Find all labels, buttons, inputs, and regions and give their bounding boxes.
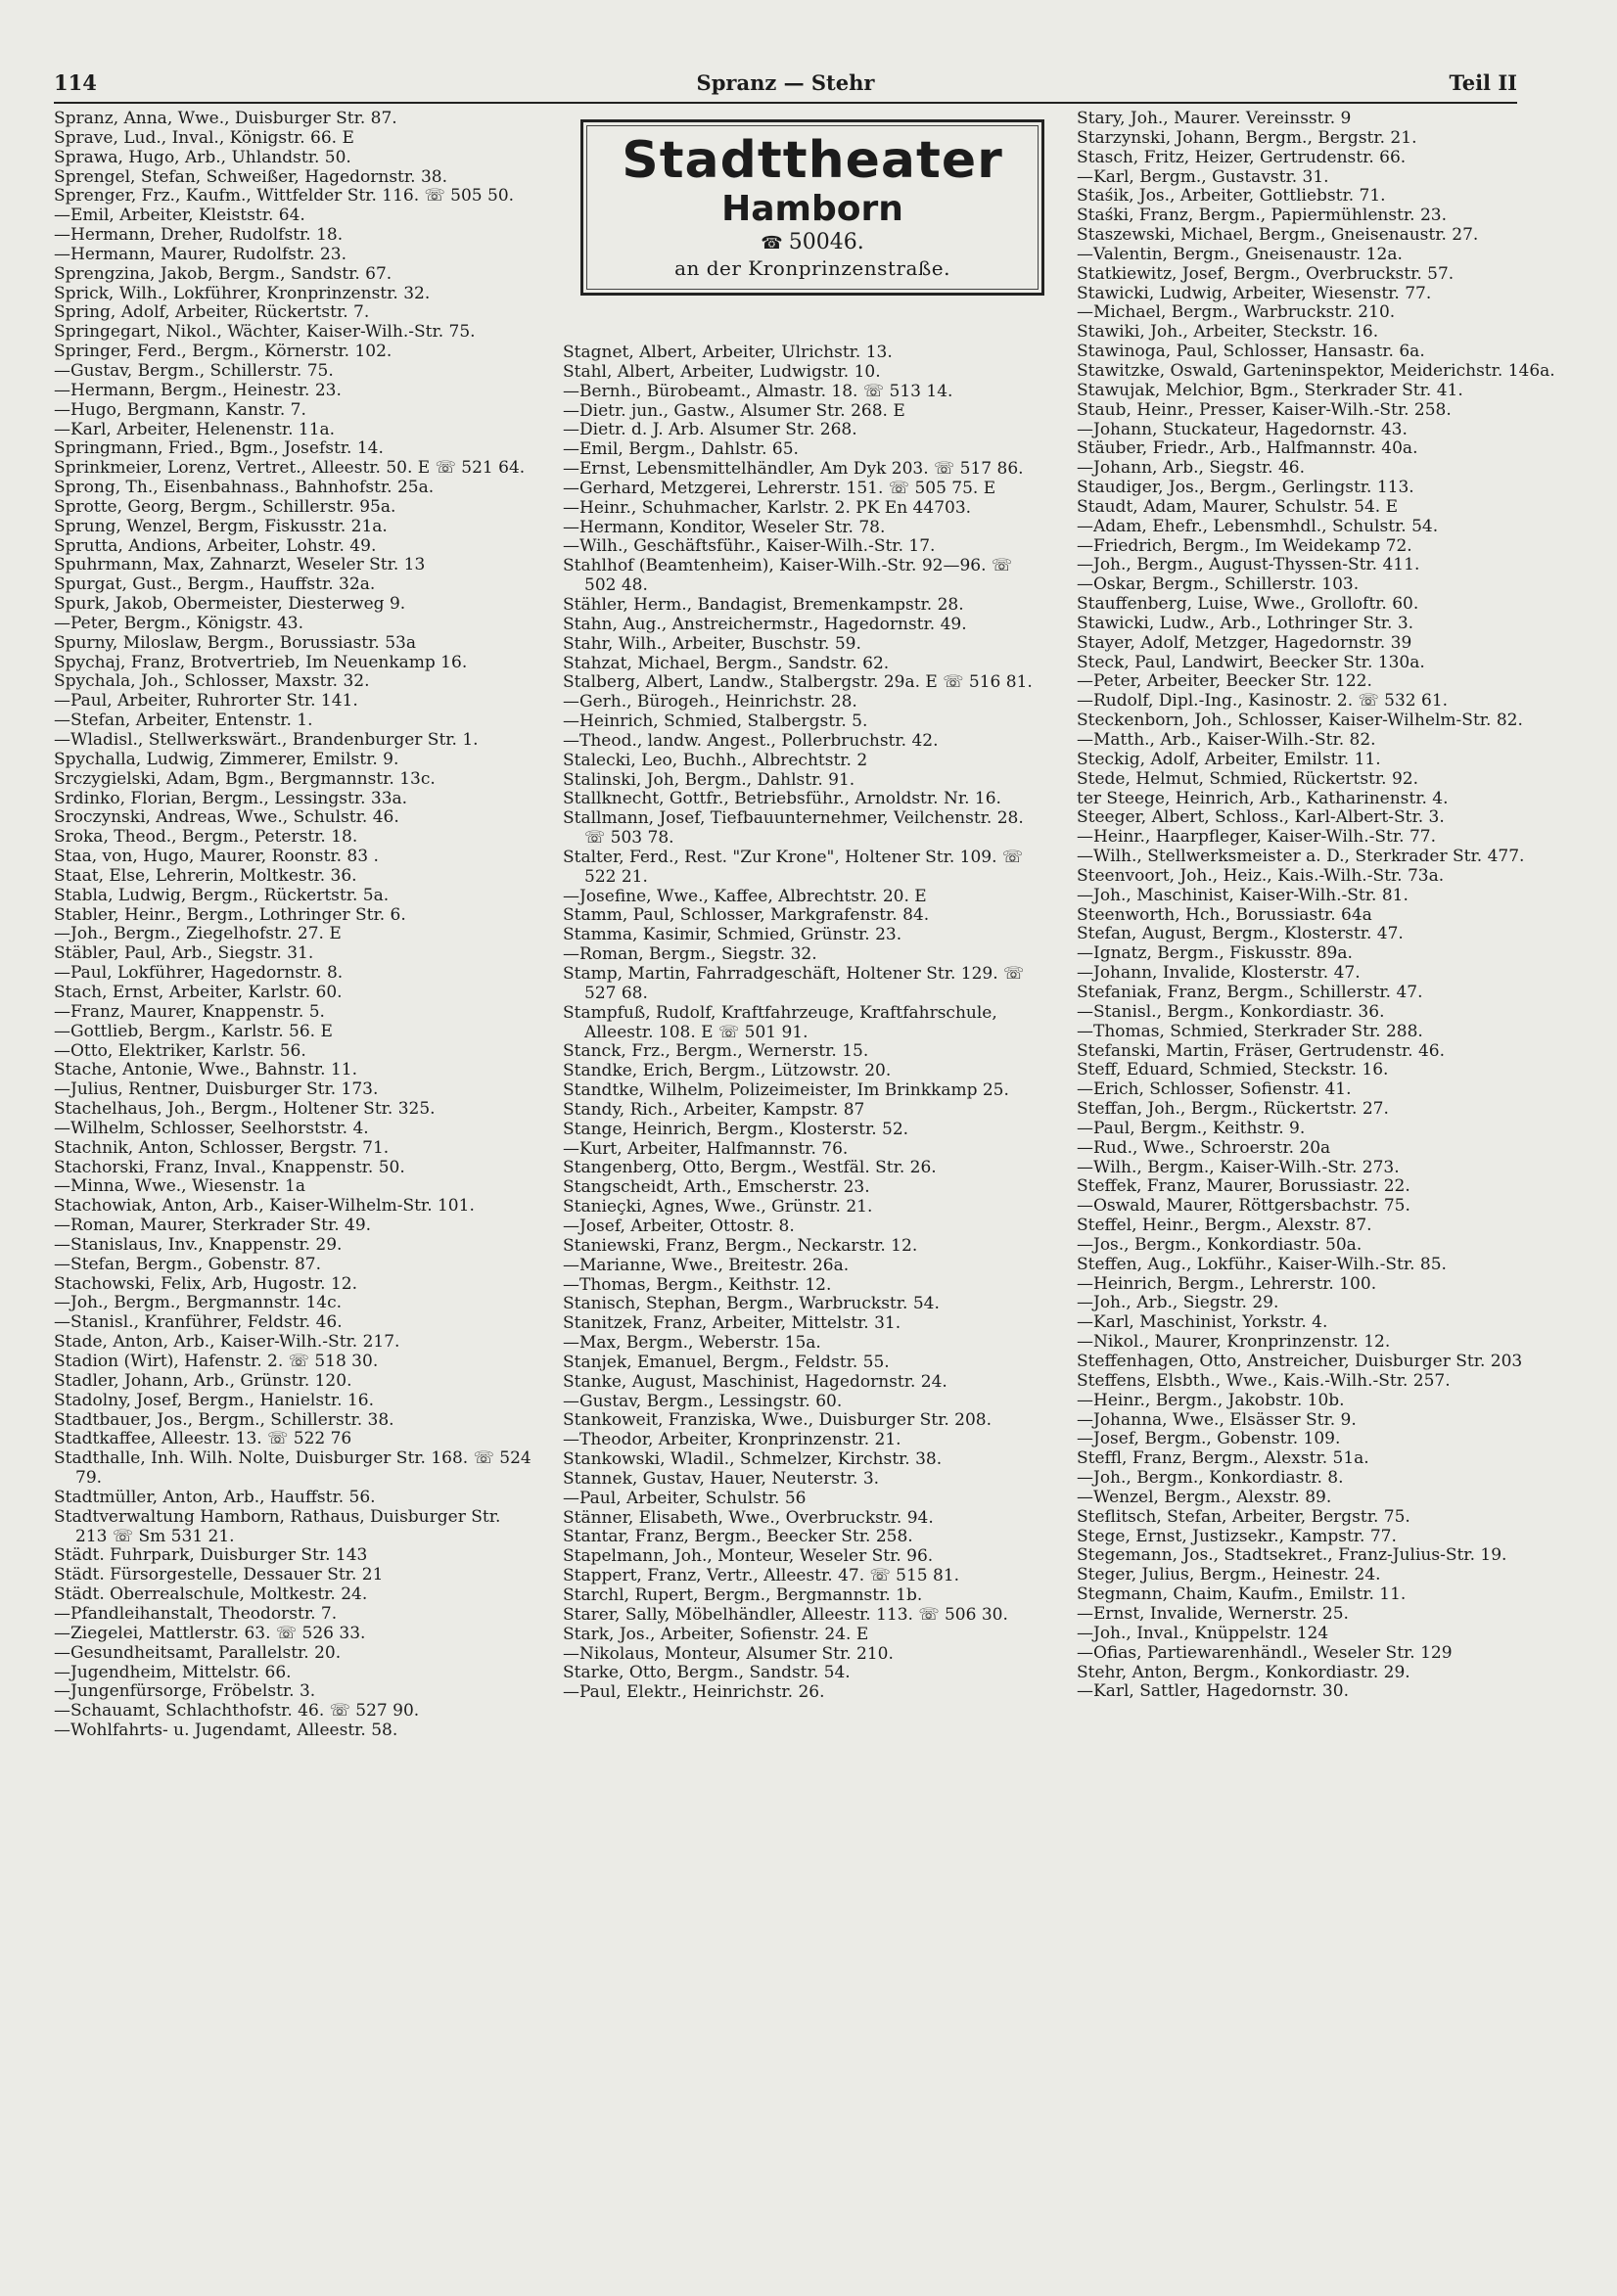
directory-entry: —Karl, Sattler, Hagedornstr. 30.: [1077, 1681, 1349, 1702]
directory-entry: Staudiger, Jos., Bergm., Gerlingstr. 113.: [1077, 478, 1414, 498]
directory-entry: —Franz, Maurer, Knappenstr. 5.: [54, 1001, 325, 1022]
directory-entry: Spychaj, Franz, Brotvertrieb, Im Neuenkamp 16.: [54, 652, 468, 672]
directory-entry: Steffen, Aug., Lokführ., Kaiser-Wilh.-Str. 85.: [1077, 1254, 1447, 1274]
directory-entry: Sprengzina, Jakob, Bergm., Sandstr. 67.: [54, 263, 393, 284]
ad-city: Hamborn: [721, 189, 903, 229]
directory-entry: Spurk, Jakob, Obermeister, Diesterweg 9.: [54, 594, 406, 615]
directory-entry: Stauffenberg, Luise, Wwe., Grolloftr. 60.: [1077, 594, 1419, 615]
directory-entry: Stankoweit, Franziska, Wwe., Duisburger Str. 208.: [563, 1410, 993, 1431]
directory-entry: Stapelmann, Joh., Monteur, Weseler Str. 96.: [563, 1546, 934, 1567]
directory-entry: Stade, Anton, Arb., Kaiser-Wilh.-Str. 217.: [54, 1332, 400, 1353]
directory-entry: Steffan, Joh., Bergm., Rückertstr. 27.: [1077, 1099, 1389, 1120]
directory-entry: Standtke, Wilhelm, Polizeimeister, Im Brinkkamp 25.: [563, 1080, 1009, 1101]
directory-entry: —Theod., landw. Angest., Pollerbruchstr. 42.: [563, 730, 939, 751]
directory-entry: Stede, Helmut, Schmied, Rückertstr. 92.: [1077, 768, 1418, 789]
directory-entry: Sprutta, Andions, Arbeiter, Lohstr. 49.: [54, 535, 377, 556]
directory-entry: —Jugendheim, Mittelstr. 66.: [54, 1662, 292, 1682]
directory-entry: —Paul, Bergm., Keithstr. 9.: [1077, 1118, 1306, 1138]
directory-entry: —Heinr., Schuhmacher, Karlstr. 2. PK En 44703.: [563, 497, 972, 518]
directory-entry: Stadtmüller, Anton, Arb., Hauffstr. 56.: [54, 1487, 376, 1507]
directory-entry: —Heinr., Bergm., Jakobstr. 10b.: [1077, 1390, 1345, 1410]
directory-entry: Stampfuß, Rudolf, Kraftfahrzeuge, Kraftfahrschule, Alleestr. 108. E ☏ 501 91.: [563, 1002, 997, 1042]
directory-entry: Steflitsch, Stefan, Arbeiter, Bergstr. 75.: [1077, 1506, 1410, 1527]
directory-entry: Stalberg, Albert, Landw., Stalbergstr. 29a. E ☏ 516 81.: [563, 672, 1033, 693]
directory-entry: —Ziegelei, Mattlerstr. 63. ☏ 526 33.: [54, 1623, 366, 1643]
directory-entry: —Roman, Bergm., Siegstr. 32.: [563, 944, 817, 965]
directory-entry: Stachnik, Anton, Schlosser, Bergstr. 71.: [54, 1137, 390, 1158]
directory-entry: Steffenhagen, Otto, Anstreicher, Duisburger Str. 203: [1077, 1352, 1523, 1371]
directory-entry: Stawinoga, Paul, Schlosser, Hansastr. 6a.: [1077, 342, 1425, 362]
directory-entry: Stawiki, Joh., Arbeiter, Steckstr. 16.: [1077, 322, 1379, 343]
directory-entry: Stegemann, Jos., Stadtsekret., Franz-Julius-Str. 19.: [1077, 1545, 1507, 1566]
directory-entry: Steffek, Franz, Maurer, Borussiastr. 22.: [1077, 1176, 1410, 1197]
directory-entry: —Otto, Elektriker, Karlstr. 56.: [54, 1040, 306, 1061]
directory-entry: Stach, Ernst, Arbeiter, Karlstr. 60.: [54, 982, 343, 1002]
directory-entry: Spychalla, Ludwig, Zimmerer, Emilstr. 9.: [54, 749, 399, 769]
directory-entry: ter Steege, Heinrich, Arb., Katharinenstr. 4.: [1077, 788, 1449, 808]
directory-entry: Starzynski, Johann, Bergm., Bergstr. 21.: [1077, 127, 1417, 148]
directory-entry: —Paul, Arbeiter, Ruhrorter Str. 141.: [54, 691, 358, 712]
directory-entry: Staat, Else, Lehrerin, Moltkestr. 36.: [54, 865, 357, 886]
directory-entry: —Nikolaus, Monteur, Alsumer Str. 210.: [563, 1643, 894, 1664]
directory-entry: Stamp, Martin, Fahrradgeschäft, Holtener Str. 129. ☏ 527 68.: [563, 964, 1025, 1003]
directory-entry: —Kurt, Arbeiter, Halfmannstr. 76.: [563, 1138, 849, 1159]
directory-entry: Spring, Adolf, Arbeiter, Rückertstr. 7.: [54, 302, 370, 323]
directory-entry: Stary, Joh., Maurer. Vereinsstr. 9: [1077, 109, 1352, 128]
directory-entry: —Joh., Bergm., Bergmannstr. 14c.: [54, 1293, 342, 1313]
directory-entry: —Joh., Maschinist, Kaiser-Wilh.-Str. 81.: [1077, 885, 1409, 905]
directory-entry: —Max, Bergm., Weberstr. 15a.: [563, 1333, 821, 1354]
directory-entry: —Wilh., Geschäftsführ., Kaiser-Wilh.-Str. 17.: [563, 536, 936, 557]
directory-entry: Springegart, Nikol., Wächter, Kaiser-Wilh.-Str. 75.: [54, 322, 476, 343]
directory-entry: Stege, Ernst, Justizsekr., Kampstr. 77.: [1077, 1526, 1397, 1546]
directory-entry: Stalecki, Leo, Buchh., Albrechtstr. 2: [563, 750, 868, 770]
directory-entry: —Wilh., Stellwerksmeister a. D., Sterkrader Str. 477.: [1077, 847, 1525, 867]
directory-entry: Sprotte, Georg, Bergm., Schillerstr. 95a.: [54, 496, 396, 517]
directory-entry: —Emil, Arbeiter, Kleiststr. 64.: [54, 206, 305, 226]
directory-entry: Stadthalle, Inh. Wilh. Nolte, Duisburger Str. 168. ☏ 524 79.: [54, 1448, 531, 1489]
directory-entry: Stallknecht, Gottfr., Betriebsführ., Arnoldstr. Nr. 16.: [563, 789, 1001, 809]
directory-entry: —Wenzel, Bergm., Alexstr. 89.: [1077, 1487, 1332, 1507]
directory-entry: —Michael, Bergm., Warbruckstr. 210.: [1077, 302, 1396, 323]
directory-entry: Städt. Fuhrpark, Duisburger Str. 143: [54, 1545, 368, 1566]
directory-entry: —Heinrich, Bergm., Lehrerstr. 100.: [1077, 1273, 1377, 1294]
ad-phone-number: 50046.: [788, 230, 864, 254]
directory-entry: Spychala, Joh., Schlosser, Maxstr. 32.: [54, 671, 370, 692]
directory-entry: Steckenborn, Joh., Schlosser, Kaiser-Wilhelm-Str. 82.: [1077, 711, 1523, 731]
directory-entry: —Ernst, Invalide, Wernerstr. 25.: [1077, 1603, 1349, 1624]
directory-entry: Srczygielski, Adam, Bgm., Bergmannstr. 13c.: [54, 768, 436, 789]
directory-entry: Stachorski, Franz, Inval., Knappenstr. 50.: [54, 1157, 405, 1177]
directory-entry: —Josef, Arbeiter, Ottostr. 8.: [563, 1216, 795, 1236]
directory-entry: Stachowski, Felix, Arb, Hugostr. 12.: [54, 1273, 357, 1294]
directory-entry: —Adam, Ehefr., Lebensmhdl., Schulstr. 54.: [1077, 516, 1439, 536]
directory-entry: Stayer, Adolf, Metzger, Hagedornstr. 39: [1077, 632, 1412, 653]
directory-entry: Sprong, Th., Eisenbahnass., Bahnhofstr. 25a.: [54, 478, 435, 498]
directory-entry: Stehr, Anton, Bergm., Konkordiastr. 29.: [1077, 1662, 1410, 1682]
directory-entry: —Gerhard, Metzgerei, Lehrerstr. 151. ☏ 505 75. E: [563, 478, 996, 498]
directory-entry: Stappert, Franz, Vertr., Alleestr. 47. ☏ 515 81.: [563, 1566, 960, 1586]
directory-entry: Stahl, Albert, Arbeiter, Ludwigstr. 10.: [563, 361, 881, 382]
directory-entry: Springmann, Fried., Bgm., Josefstr. 14.: [54, 438, 384, 459]
directory-entry: Stanisch, Stephan, Bergm., Warbruckstr. 54.: [563, 1294, 940, 1314]
directory-entry: —Pfandleihanstalt, Theodorstr. 7.: [54, 1603, 338, 1624]
directory-entry: —Oskar, Bergm., Schillerstr. 103.: [1077, 574, 1360, 595]
directory-entry: —Paul, Arbeiter, Schulstr. 56: [563, 1488, 807, 1508]
directory-entry: Stanjek, Emanuel, Bergm., Feldstr. 55.: [563, 1352, 890, 1372]
directory-entry: —Theodor, Arbeiter, Kronprinzenstr. 21.: [563, 1430, 901, 1450]
directory-entry: —Thomas, Schmied, Sterkrader Str. 288.: [1077, 1021, 1423, 1041]
directory-entry: —Johann, Arb., Siegstr. 46.: [1077, 458, 1306, 479]
directory-entry: Stahzat, Michael, Bergm., Sandstr. 62.: [563, 653, 890, 673]
directory-entry: —Johanna, Wwe., Elsässer Str. 9.: [1077, 1409, 1357, 1430]
ad-address: an der Kronprinzenstraße.: [674, 256, 950, 280]
directory-column-2: [563, 344, 1042, 1703]
directory-entry: Staniewski, Franz, Bergm., Neckarstr. 12.: [563, 1235, 918, 1256]
directory-entry: Stalter, Ferd., Rest. "Zur Krone", Holtener Str. 109. ☏ 522 21.: [563, 847, 1024, 887]
directory-entry: Stanke, August, Maschinist, Hagedornstr. 24.: [563, 1371, 947, 1392]
directory-entry: Starer, Sally, Möbelhändler, Alleestr. 113. ☏ 506 30.: [563, 1604, 1008, 1625]
directory-entry: Stadolny, Josef, Bergm., Hanielstr. 16.: [54, 1390, 374, 1410]
directory-entry: Städt. Oberrealschule, Moltkestr. 24.: [54, 1584, 368, 1605]
directory-entry: —Karl, Maschinist, Yorkstr. 4.: [1077, 1312, 1328, 1333]
directory-entry: Stänner, Elisabeth, Wwe., Overbruckstr. 94.: [563, 1507, 934, 1528]
directory-entry: —Paul, Lokführer, Hagedornstr. 8.: [54, 963, 344, 984]
directory-entry: —Rudolf, Dipl.-Ing., Kasinostr. 2. ☏ 532 61.: [1077, 691, 1449, 712]
directory-entry: —Nikol., Maurer, Kronprinzenstr. 12.: [1077, 1332, 1391, 1353]
directory-entry: Sprave, Lud., Inval., Königstr. 66. E: [54, 127, 354, 148]
directory-entry: —Gerh., Bürogeh., Heinrichstr. 28.: [563, 692, 857, 712]
directory-entry: Steenvoort, Joh., Heiz., Kais.-Wilh.-Str. 73a.: [1077, 865, 1445, 886]
directory-entry: Srdinko, Florian, Bergm., Lessingstr. 33a.: [54, 788, 408, 808]
ad-theater-name: Stadttheater: [622, 131, 1003, 190]
directory-entry: Stache, Antonie, Wwe., Bahnstr. 11.: [54, 1060, 357, 1080]
directory-entry: Staudt, Adam, Maurer, Schulstr. 54. E: [1077, 496, 1399, 517]
directory-entry: Stangscheidt, Arth., Emscherstr. 23.: [563, 1177, 870, 1198]
directory-entry: —Hermann, Konditor, Weseler Str. 78.: [563, 517, 886, 537]
directory-entry: Stähler, Herm., Bandagist, Bremenkampstr. 28.: [563, 594, 964, 615]
directory-entry: —Dietr. d. J. Arb. Alsumer Str. 268.: [563, 420, 857, 440]
directory-entry: Sprengel, Stefan, Schweißer, Hagedornstr. 38.: [54, 166, 447, 187]
directory-entry: —Heinrich, Schmied, Stalbergstr. 5.: [563, 712, 868, 732]
directory-entry: Staśik, Jos., Arbeiter, Gottliebstr. 71.: [1077, 186, 1386, 207]
directory-entry: Staśki, Franz, Bergm., Papiermühlenstr. 23.: [1077, 206, 1447, 226]
directory-entry: Stäbler, Paul, Arb., Siegstr. 31.: [54, 943, 314, 964]
directory-entry: Staszewski, Michael, Bergm., Gneisenaustr. 27.: [1077, 225, 1479, 246]
directory-entry: Spurgat, Gust., Bergm., Hauffstr. 32a.: [54, 574, 376, 595]
directory-entry: Stangenberg, Otto, Bergm., Westfäl. Str. 26.: [563, 1158, 937, 1178]
directory-entry: Stefaniak, Franz, Bergm., Schillerstr. 47.: [1077, 982, 1423, 1002]
directory-entry: Stannek, Gustav, Hauer, Neuterstr. 3.: [563, 1468, 880, 1489]
directory-entry: —Hermann, Maurer, Rudolfstr. 23.: [54, 244, 346, 264]
directory-entry: —Josefine, Wwe., Kaffee, Albrechtstr. 20. E: [563, 886, 927, 906]
directory-entry: Starke, Otto, Bergm., Sandstr. 54.: [563, 1663, 851, 1683]
directory-entry: Sroczynski, Andreas, Wwe., Schulstr. 46.: [54, 807, 399, 828]
directory-entry: Staa, von, Hugo, Maurer, Roonstr. 83 .: [54, 847, 379, 867]
directory-entry: Stabler, Heinr., Bergm., Lothringer Str. 6.: [54, 904, 406, 925]
directory-entry: —Jos., Bergm., Konkordiastr. 50a.: [1077, 1234, 1363, 1255]
directory-entry: Sprenger, Frz., Kaufm., Wittfelder Str. 116. ☏ 505 50.: [54, 186, 515, 207]
directory-entry: Stankowski, Wladil., Schmelzer, Kirchstr. 38.: [563, 1449, 943, 1470]
directory-entry: —Stefan, Arbeiter, Entenstr. 1.: [54, 711, 313, 731]
theater-advertisement: [580, 119, 1044, 296]
directory-entry: —Johann, Invalide, Klosterstr. 47.: [1077, 963, 1361, 984]
directory-entry: —Johann, Stuckateur, Hagedornstr. 43.: [1077, 419, 1408, 439]
directory-entry: Steenworth, Hch., Borussiastr. 64a: [1077, 904, 1372, 925]
directory-column-3: [1077, 110, 1556, 1702]
directory-entry: Stegmann, Chaim, Kaufm., Emilstr. 11.: [1077, 1584, 1407, 1605]
directory-entry: —Stanislaus, Inv., Knappenstr. 29.: [54, 1234, 343, 1255]
directory-entry: Stäuber, Friedr., Arb., Halfmannstr. 40a.: [1077, 438, 1418, 459]
directory-entry: —Thomas, Bergm., Keithstr. 12.: [563, 1274, 832, 1295]
directory-entry: Sprawa, Hugo, Arb., Uhlandstr. 50.: [54, 147, 351, 167]
directory-entry: Stange, Heinrich, Bergm., Klosterstr. 52.: [563, 1119, 909, 1139]
directory-entry: Stallmann, Josef, Tiefbauunternehmer, Veilchenstr. 28. ☏ 503 78.: [563, 808, 1024, 849]
directory-entry: Steffens, Elsbth., Wwe., Kais.-Wilh.-Str. 257.: [1077, 1370, 1451, 1391]
directory-entry: —Heinr., Haarpfleger, Kaiser-Wilh.-Str. 77.: [1077, 827, 1436, 848]
directory-entry: —Roman, Maurer, Sterkrader Str. 49.: [54, 1216, 372, 1236]
directory-entry: —Erich, Schlosser, Sofienstr. 41.: [1077, 1079, 1352, 1100]
directory-entry: Standy, Rich., Arbeiter, Kampstr. 87: [563, 1099, 865, 1120]
directory-entry: Stawitzke, Oswald, Garteninspektor, Meiderichstr. 146a.: [1077, 360, 1555, 381]
directory-entry: —Wohlfahrts- u. Jugendamt, Alleestr. 58.: [54, 1721, 398, 1741]
directory-entry: —Schauamt, Schlachthofstr. 46. ☏ 527 90.: [54, 1701, 420, 1722]
directory-entry: —Joh., Bergm., Ziegelhofstr. 27. E: [54, 924, 342, 944]
directory-entry: Stadtverwaltung Hamborn, Rathaus, Duisburger Str. 213 ☏ Sm 531 21.: [54, 1506, 501, 1546]
directory-entry: Stachelhaus, Joh., Bergm., Holtener Str. 325.: [54, 1099, 436, 1120]
directory-entry: Stasch, Fritz, Heizer, Gertrudenstr. 66.: [1077, 147, 1407, 167]
ad-phone-row: [583, 230, 1041, 256]
directory-entry: —Josef, Bergm., Gobenstr. 109.: [1077, 1429, 1341, 1449]
directory-entry: Steeger, Albert, Schloss., Karl-Albert-Str. 3.: [1077, 807, 1445, 828]
directory-entry: Stamma, Kasimir, Schmied, Grünstr. 23.: [563, 925, 902, 945]
directory-entry: —Gustav, Bergm., Lessingstr. 60.: [563, 1391, 843, 1411]
directory-entry: —Stanisl., Kranführer, Feldstr. 46.: [54, 1312, 343, 1333]
directory-entry: —Joh., Bergm., Konkordiastr. 8.: [1077, 1468, 1344, 1489]
directory-entry: —Bernh., Bürobeamt., Almastr. 18. ☏ 513 14.: [563, 381, 953, 401]
directory-entry: Stanieçki, Agnes, Wwe., Grünstr. 21.: [563, 1197, 873, 1217]
directory-entry: —Wilh., Bergm., Kaiser-Wilh.-Str. 273.: [1077, 1157, 1400, 1177]
directory-entry: Steffel, Heinr., Bergm., Alexstr. 87.: [1077, 1216, 1372, 1236]
directory-entry: Steckig, Adolf, Arbeiter, Emilstr. 11.: [1077, 749, 1381, 769]
directory-entry: Stawujak, Melchior, Bgm., Sterkrader Str. 41.: [1077, 380, 1463, 400]
directory-entry: —Hermann, Bergm., Heinestr. 23.: [54, 380, 342, 400]
directory-entry: —Marianne, Wwe., Breitestr. 26a.: [563, 1255, 850, 1275]
directory-entry: Standke, Erich, Bergm., Lützowstr. 20.: [563, 1061, 892, 1081]
directory-entry: —Ignatz, Bergm., Fiskusstr. 89a.: [1077, 943, 1353, 964]
directory-entry: —Dietr. jun., Gastw., Alsumer Str. 268. E: [563, 400, 905, 421]
directory-entry: Springer, Ferd., Bergm., Körnerstr. 102.: [54, 342, 393, 362]
directory-entry: Stabla, Ludwig, Bergm., Rückertstr. 5a.: [54, 885, 390, 905]
directory-entry: —Valentin, Bergm., Gneisenaustr. 12a.: [1077, 244, 1403, 264]
directory-entry: —Joh., Inval., Knüppelstr. 124: [1077, 1623, 1329, 1643]
directory-entry: Stahlhof (Beamtenheim), Kaiser-Wilh.-Str. 92—96. ☏ 502 48.: [563, 556, 1013, 596]
directory-entry: —Jungenfürsorge, Fröbelstr. 3.: [54, 1681, 316, 1702]
directory-entry: —Gottlieb, Bergm., Karlstr. 56. E: [54, 1021, 333, 1041]
directory-entry: —Gustav, Bergm., Schillerstr. 75.: [54, 360, 334, 381]
directory-entry: —Joh., Arb., Siegstr. 29.: [1077, 1293, 1279, 1313]
directory-entry: Stark, Jos., Arbeiter, Sofienstr. 24. E: [563, 1624, 869, 1644]
directory-entry: Stadtkaffee, Alleestr. 13. ☏ 522 76: [54, 1429, 352, 1449]
page-part: Teil II: [1449, 70, 1517, 95]
directory-entry: Stadler, Johann, Arb., Grünstr. 120.: [54, 1370, 352, 1391]
directory-entry: Stefanski, Martin, Fräser, Gertrudenstr. 46.: [1077, 1040, 1446, 1061]
directory-entry: —Hermann, Dreher, Rudolfstr. 18.: [54, 225, 344, 246]
directory-entry: Stalinski, Joh, Bergm., Dahlstr. 91.: [563, 769, 855, 790]
directory-entry: Spuhrmann, Max, Zahnarzt, Weseler Str. 13: [54, 555, 426, 575]
telephone-icon: ☎: [761, 233, 783, 253]
directory-entry: Statkiewitz, Josef, Bergm., Overbruckstr. 57.: [1077, 263, 1455, 284]
directory-entry: Stefan, August, Bergm., Klosterstr. 47.: [1077, 924, 1404, 944]
directory-entry: —Julius, Rentner, Duisburger Str. 173.: [54, 1079, 379, 1100]
directory-entry: Staub, Heinr., Presser, Kaiser-Wilh.-Str. 258.: [1077, 399, 1452, 420]
page-number: 114: [54, 70, 97, 95]
directory-entry: —Ofias, Partiewarenhändl., Weseler Str. 129: [1077, 1642, 1453, 1663]
directory-entry: Stahr, Wilh., Arbeiter, Buschstr. 59.: [563, 633, 861, 654]
directory-entry: —Wilhelm, Schlosser, Seelhorststr. 4.: [54, 1118, 369, 1138]
directory-entry: Spranz, Anna, Wwe., Duisburger Str. 87.: [54, 109, 397, 128]
directory-entry: Sprung, Wenzel, Bergm, Fiskusstr. 21a.: [54, 516, 388, 536]
directory-entry: Städt. Fürsorgestelle, Dessauer Str. 21: [54, 1565, 384, 1585]
directory-entry: Steffl, Franz, Bergm., Alexstr. 51a.: [1077, 1448, 1369, 1469]
directory-column-1: [54, 110, 531, 1741]
directory-entry: —Gesundheitsamt, Parallelstr. 20.: [54, 1642, 342, 1663]
directory-entry: Spurny, Miloslaw, Bergm., Borussiastr. 53a: [54, 632, 416, 653]
directory-entry: —Karl, Arbeiter, Helenenstr. 11a.: [54, 419, 336, 439]
directory-entry: Starchl, Rupert, Bergm., Bergmannstr. 1b.: [563, 1585, 923, 1605]
directory-entry: Stachowiak, Anton, Arb., Kaiser-Wilhelm-Str. 101.: [54, 1196, 475, 1217]
directory-entry: —Hugo, Bergmann, Kanstr. 7.: [54, 399, 306, 420]
directory-entry: —Ernst, Lebensmittelhändler, Am Dyk 203. ☏ 517 86.: [563, 459, 1024, 480]
directory-entry: Steck, Paul, Landwirt, Beecker Str. 130a.: [1077, 652, 1425, 672]
directory-entry: —Joh., Bergm., August-Thyssen-Str. 411.: [1077, 555, 1420, 575]
page-header: [54, 70, 1517, 100]
directory-entry: —Friedrich, Bergm., Im Weidekamp 72.: [1077, 535, 1412, 556]
directory-entry: —Minna, Wwe., Wiesenstr. 1a: [54, 1176, 305, 1197]
directory-entry: Sprick, Wilh., Lokführer, Kronprinzenstr. 32.: [54, 283, 431, 303]
directory-entry: —Rud., Wwe., Schroerstr. 20a: [1077, 1137, 1331, 1158]
directory-entry: —Stanisl., Bergm., Konkordiastr. 36.: [1077, 1001, 1385, 1022]
directory-entry: —Emil, Bergm., Dahlstr. 65.: [563, 439, 799, 460]
directory-entry: —Oswald, Maurer, Röttgersbachstr. 75.: [1077, 1196, 1410, 1217]
page-title: Spranz — Stehr: [696, 70, 875, 95]
directory-entry: Stanck, Frz., Bergm., Wernerstr. 15.: [563, 1041, 869, 1062]
directory-entry: —Karl, Bergm., Gustavstr. 31.: [1077, 166, 1329, 187]
directory-entry: Sroka, Theod., Bergm., Peterstr. 18.: [54, 827, 358, 848]
directory-entry: Steger, Julius, Bergm., Heinestr. 24.: [1077, 1565, 1381, 1585]
directory-entry: Stanitzek, Franz, Arbeiter, Mittelstr. 31.: [563, 1313, 901, 1334]
directory-entry: —Paul, Elektr., Heinrichstr. 26.: [563, 1682, 825, 1703]
directory-entry: —Wladisl., Stellwerkswärt., Brandenburger Str. 1.: [54, 730, 479, 750]
header-rule: [54, 102, 1517, 104]
directory-entry: Stawicki, Ludw., Arb., Lothringer Str. 3.: [1077, 613, 1414, 633]
directory-entry: Steff, Eduard, Schmied, Steckstr. 16.: [1077, 1060, 1389, 1080]
directory-entry: Stawicki, Ludwig, Arbeiter, Wiesenstr. 77.: [1077, 283, 1432, 303]
directory-entry: Sprinkmeier, Lorenz, Vertret., Alleestr. 50. E ☏ 521 64.: [54, 458, 526, 479]
directory-entry: Stadtbauer, Jos., Bergm., Schillerstr. 38.: [54, 1409, 394, 1430]
directory-entry: Stantar, Franz, Bergm., Beecker Str. 258.: [563, 1527, 913, 1547]
directory-entry: —Peter, Bergm., Königstr. 43.: [54, 613, 303, 633]
directory-entry: Stamm, Paul, Schlosser, Markgrafenstr. 84.: [563, 905, 930, 926]
directory-entry: —Matth., Arb., Kaiser-Wilh.-Str. 82.: [1077, 730, 1376, 750]
directory-entry: —Peter, Arbeiter, Beecker Str. 122.: [1077, 671, 1372, 692]
directory-entry: —Stefan, Bergm., Gobenstr. 87.: [54, 1254, 321, 1274]
directory-entry: Stahn, Aug., Anstreichermstr., Hagedornstr. 49.: [563, 614, 967, 634]
directory-entry: Stadion (Wirt), Hafenstr. 2. ☏ 518 30.: [54, 1352, 379, 1371]
directory-entry: Stagnet, Albert, Arbeiter, Ulrichstr. 13.: [563, 343, 893, 362]
